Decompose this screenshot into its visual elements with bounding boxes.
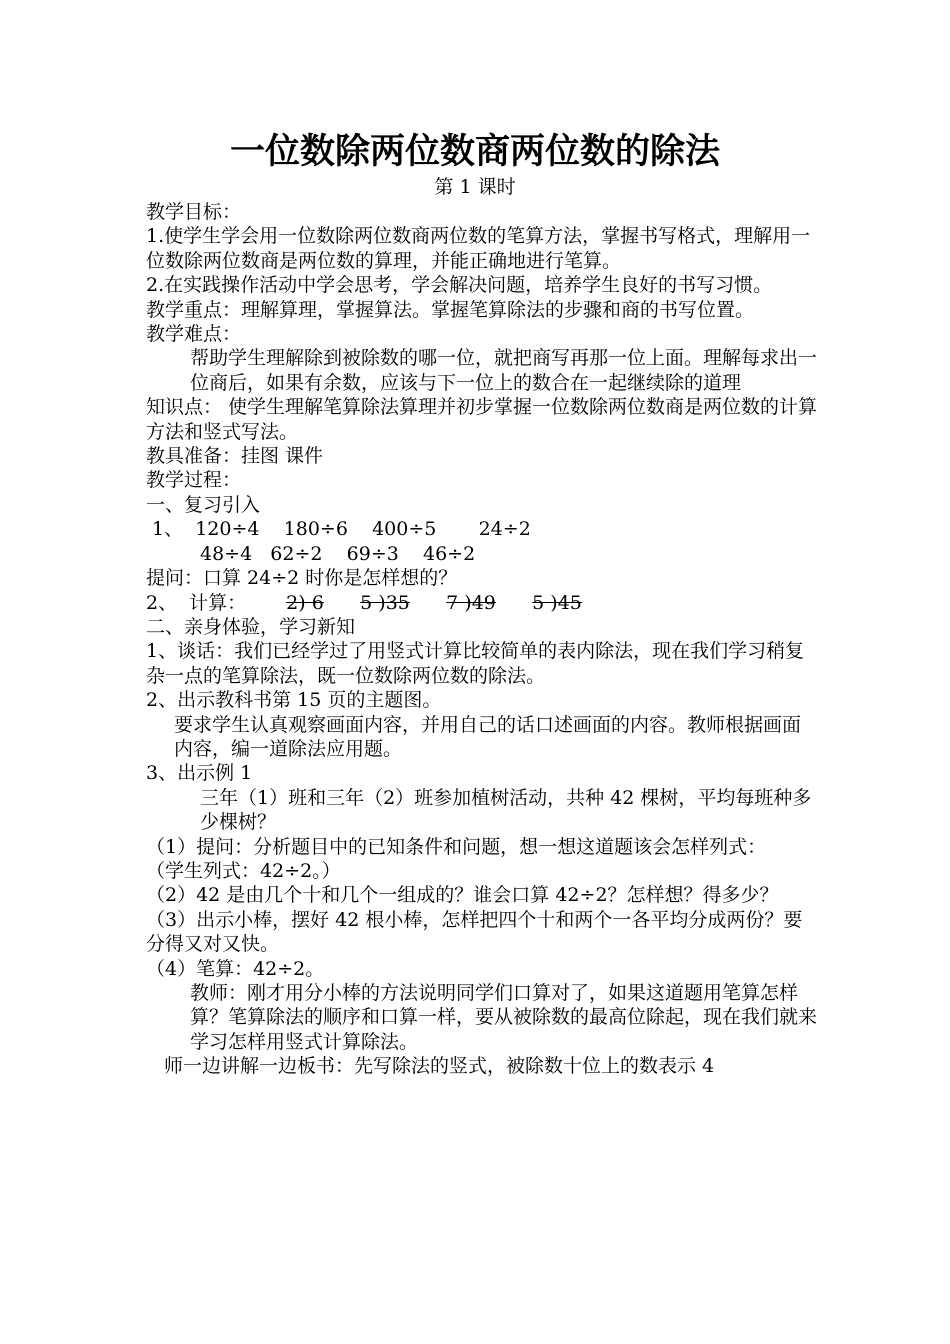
division-item: 5 )35 <box>360 591 410 614</box>
lesson-number: 第 1 课时 <box>434 176 516 198</box>
teaching-aids: 教具准备：挂图 课件 <box>146 445 324 468</box>
calculation-row <box>146 591 818 615</box>
example-problem: 三年（1）班和三年（2）班参加植树活动，共种 42 棵树，平均每班种多少棵树？ <box>200 786 812 834</box>
sub-step-2: （2）42 是由几个十和几个一组成的？谁会口算 42÷2？怎样想？得多少？ <box>146 884 779 907</box>
heading-goals: 教学目标： <box>146 201 242 223</box>
page-title: 一位数除两位数商两位数的除法 <box>229 131 720 172</box>
review-exercises-row2: 48÷4 62÷2 69÷3 46÷2 <box>200 542 476 565</box>
sub-step-3: （3）出示小棒，摆好 42 根小棒，怎样把四个十和两个一各平均分成两份？要分得又对又快。 <box>146 908 803 956</box>
goal-1: 1.使学生学会用一位数除两位数商两位数的笔算方法，掌握书写格式，理解用一位数除两位数商是两位数的算理，并能正确地进行笔算。 <box>146 225 811 272</box>
section-new-knowledge: 二、亲身体验，学习新知 <box>146 615 356 638</box>
review-exercises-row1: 1、 120÷4 180÷6 400÷5 24÷2 <box>146 518 531 541</box>
step-talk: 1、谈话：我们已经学过了用竖式计算比较简单的表内除法，现在我们学习稍复杂一点的笔算除法，既一位数除两位数的除法。 <box>146 640 805 687</box>
teacher-explanation: 教师：刚才用分小棒的方法说明同学们口算对了，如果这道题用笔算怎样算？笔算除法的顺序和口算一样，要从被除数的最高位除起，现在我们就来学习怎样用竖式计算除法。 <box>190 982 818 1053</box>
goal-2: 2.在实践操作活动中学会思考，学会解决问题，培养学生良好的书写习惯。 <box>146 274 773 297</box>
step-theme-picture: 2、出示教科书第 15 页的主题图。 <box>146 689 442 712</box>
difficulty-text: 帮助学生理解除到被除数的哪一位，就把商写再那一位上面。理解每求出一位商后，如果有余数，应该与下一位上的数合在一起继续除的道理 <box>190 347 818 394</box>
sub-step-1: （1）提问：分析题目中的已知条件和问题，想一想这道题该会怎样列式： <box>146 835 767 858</box>
sub-step-4: （4）笔算：42÷2。 <box>146 957 325 980</box>
key-point: 教学重点：理解算理，掌握算法。掌握笔算除法的步骤和商的书写位置。 <box>146 298 755 321</box>
division-item: 7 )49 <box>446 591 496 614</box>
division-item: 5 )45 <box>532 591 582 614</box>
student-formula: （学生列式：42÷2。） <box>146 859 341 882</box>
review-question: 提问：口算 24÷2 时你是怎样想的？ <box>146 567 458 590</box>
calculation-label: 2、 计算： <box>146 591 247 614</box>
division-item: 2) 6 <box>286 591 324 614</box>
heading-process: 教学过程： <box>146 469 242 492</box>
board-writing: 师一边讲解一边板书：先写除法的竖式，被除数十位上的数表示 4 <box>164 1055 715 1078</box>
observe-instruction: 要求学生认真观察画面内容，并用自己的话口述画面的内容。教师根据画面内容，编一道除法应用题。 <box>174 713 802 760</box>
document-body <box>146 200 818 1079</box>
heading-difficulty: 教学难点： <box>146 323 242 346</box>
step-example: 3、出示例 1 <box>146 762 253 785</box>
knowledge-point: 知识点： 使学生理解笔算除法算理并初步掌握一位数除两位数商是两位数的计算方法和竖式写法。 <box>146 396 818 443</box>
section-review: 一、复习引入 <box>146 493 261 516</box>
